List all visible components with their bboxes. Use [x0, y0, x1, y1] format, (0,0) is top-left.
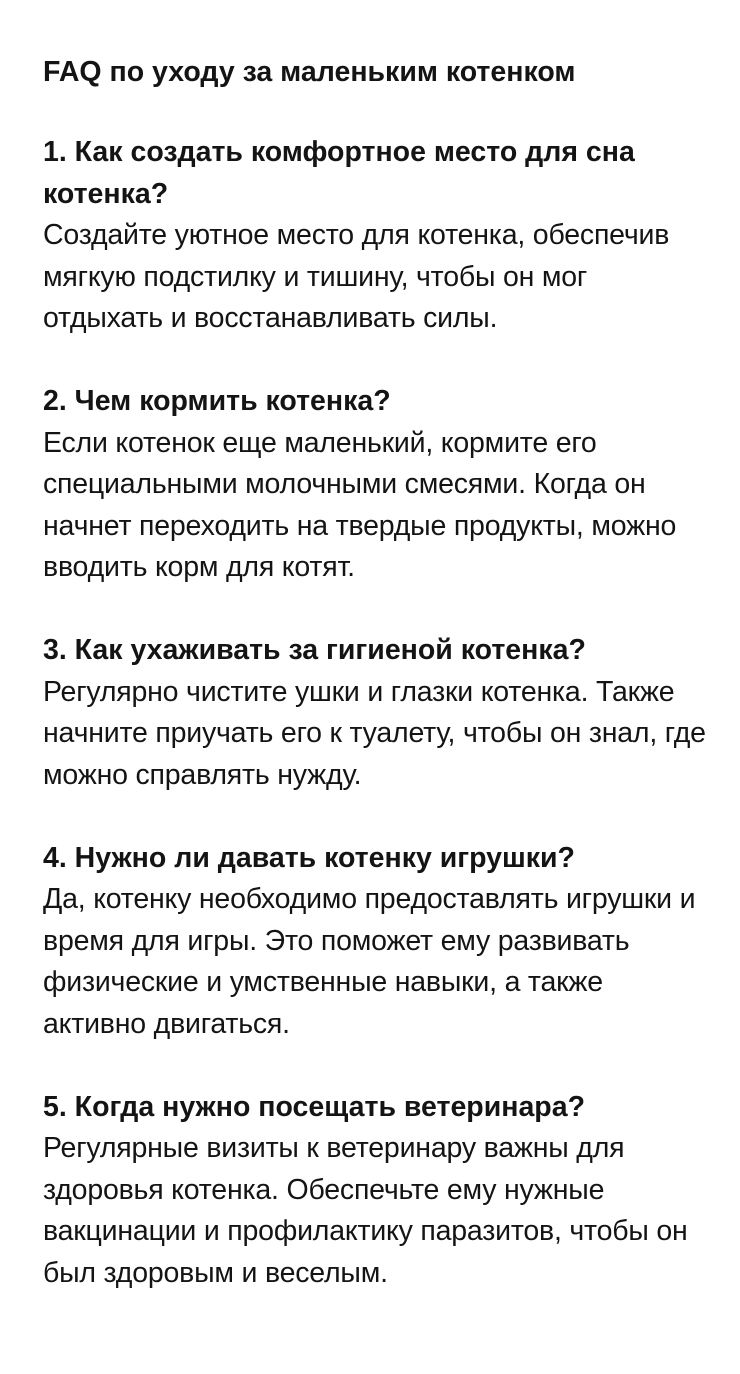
faq-answer: Если котенок еще маленький, кормите его специальными молочными смесями. Когда он начнет переходить на твердые продукты, можно вводить корм для котят. — [43, 426, 677, 583]
faq-item-3 — [43, 630, 713, 796]
faq-question: 1. Как создать комфортное место для сна котенка? — [43, 136, 635, 210]
faq-item-2 — [43, 381, 713, 589]
faq-note — [43, 52, 713, 1336]
faq-list — [43, 132, 713, 1294]
faq-answer: Регулярно чистите ушки и глазки котенка. Также начните приучать его к туалету, чтобы он знал, где можно справлять нужду. — [43, 675, 706, 791]
faq-item-4 — [43, 838, 713, 1046]
faq-question: 4. Нужно ли давать котенку игрушки? — [43, 841, 575, 874]
faq-answer: Да, котенку необходимо предоставлять игрушки и время для игры. Это поможет ему развивать физические и умственные навыки, а также активно двигаться. — [43, 883, 696, 1040]
faq-item-1 — [43, 132, 713, 340]
note-title: FAQ по уходу за маленьким котенком — [43, 56, 576, 88]
faq-answer: Создайте уютное место для котенка, обеспечив мягкую подстилку и тишину, чтобы он мог отдыхать и восстанавливать силы. — [43, 219, 670, 334]
faq-question: 3. Как ухаживать за гигиеной котенка? — [43, 634, 586, 666]
faq-question: 5. Когда нужно посещать ветеринара? — [43, 1090, 585, 1123]
faq-item-5 — [43, 1087, 713, 1295]
faq-answer: Регулярные визиты к ветеринару важны для здоровья котенка. Обеспечьте ему нужные вакцинации и профилактику паразитов, чтобы он был здоровым и веселым. — [43, 1132, 688, 1289]
faq-question: 2. Чем кормить котенка? — [43, 385, 391, 417]
